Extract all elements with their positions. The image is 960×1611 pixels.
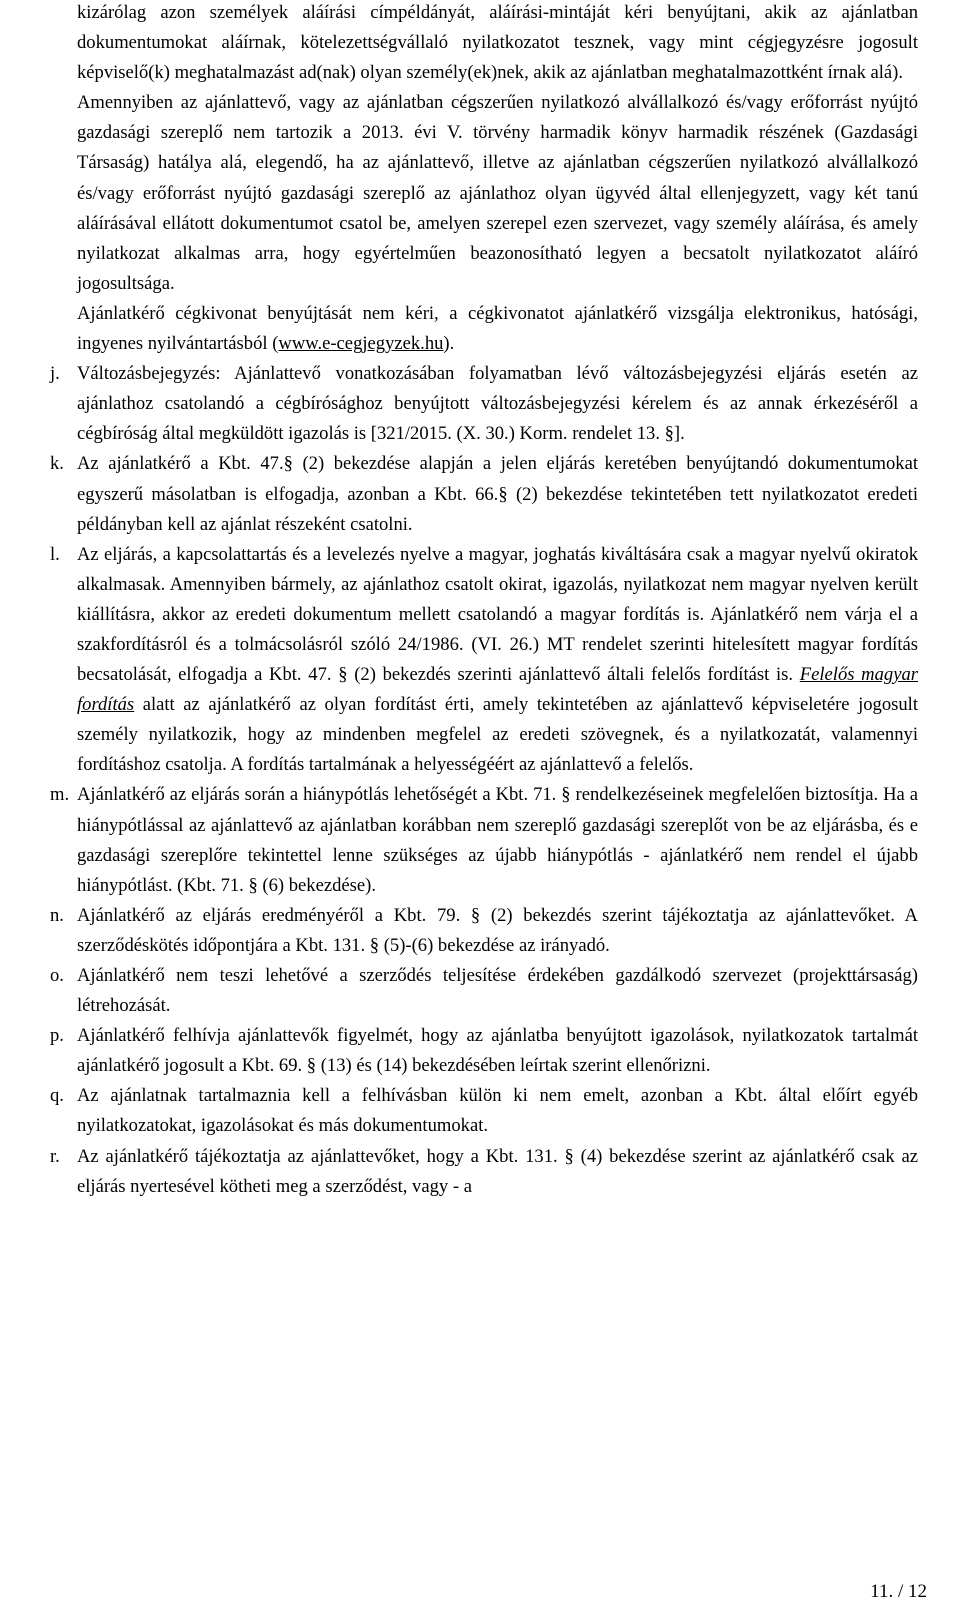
list-item-text: Ajánlatkérő az eljárás során a hiánypótlás lehetőségét a Kbt. 71. § rendelkezéseinek megfelelően biztosítja. Ha a hiánypótlással az ajánlattevő az ajánlatban korábban nem szereplő gazdasági szereplőt von be az eljárásba, és e gazdasági szereplőre tekintettel lenne szükséges az újabb hiánypótlás - ajánlatkérő nem rendel el újabb hiánypótlást. (Kbt. 71. § (6) bekezdése). <box>77 784 918 896</box>
list-item-text: Az ajánlatkérő tájékoztatja az ajánlattevőket, hogy a Kbt. 131. § (4) bekezdése szerint az ajánlatkérő csak az eljárás nyertesével kötheti meg a szerződést, vagy - a <box>77 1145 918 1197</box>
list-item-j <box>50 359 918 449</box>
list-item-letter: r. <box>50 1145 60 1167</box>
page-content <box>50 0 918 1202</box>
list-item-letter: q. <box>50 1085 64 1107</box>
list-item-k <box>50 449 918 539</box>
registry-text-before: Ajánlatkérő cégkivonat benyújtását nem kéri, a cégkivonatot ajánlatkérő vizsgálja elektronikus, hatósági, ingyenes nyilvántartásból ( <box>77 302 918 355</box>
translation-emphasis: Felelős magyar fordítás <box>77 664 918 716</box>
list-item-letter: n. <box>50 904 64 926</box>
page-number: 11. / 12 <box>870 1581 927 1602</box>
continued-paragraph: kizárólag azon személyek aláírási címpéldányát, aláírási-mintáját kéri benyújtani, akik az ajánlatban dokumentumokat aláírnak, kötelezettségvállaló nyilatkozatot tesznek, vagy mint cégjegyzésre jogosult képviselő(k) meghatalmazást ad(nak) olyan személy(ek)nek, akik az ajánlatban meghatalmazottként írnak alá). <box>77 2 918 84</box>
company-registry-paragraph <box>50 299 918 359</box>
list-item-letter: m. <box>50 784 70 806</box>
translation-text-after: alatt az ajánlatkérő az olyan fordítást érti, amely tekintetében az ajánlattevő képviseletére jogosult személy nyilatkozik, hogy az mindenben megfelel az eredeti szövegnek, és a nyilatkozatát, valamennyi fordításhoz csatolja. A fordítás tartalmának a helyességéért az ajánlattevő a felelős. <box>77 694 918 776</box>
list-item-q <box>50 1081 918 1141</box>
list-item-letter: l. <box>50 543 60 565</box>
list-item-p <box>50 1021 918 1081</box>
list-item-letter: j. <box>50 363 60 385</box>
translation-text-before: Az eljárás, a kapcsolattartás és a levelezés nyelve a magyar, joghatás kiváltására csak a magyar nyelvű okiratok alkalmasak. Amennyiben bármely, az ajánlathoz csatolt okirat, igazolás, nyilatkozat nem magyar nyelven került kiállításra, akkor az eredeti dokumentum mellett csatolandó a magyar fordítás is. Ajánlatkérő nem várja el a szakfordításról és a tolmácsolásról szóló 24/1986. (VI. 26.) MT rendelet szerinti hitelesített magyar fordítás becsatolását, elfogadja a Kbt. 47. § (2) bekezdés szerinti ajánlattevő általi felelős fordítást is. <box>77 543 918 686</box>
list-item-n <box>50 901 918 961</box>
registry-text-after: ). <box>443 333 455 355</box>
list-item-text: Az ajánlatnak tartalmaznia kell a felhívásban külön ki nem emelt, azonban a Kbt. által előírt egyéb nyilatkozatokat, igazolásokat és más dokumentumokat. <box>77 1085 918 1137</box>
list-item-o <box>50 961 918 1021</box>
company-signature-paragraph: Amennyiben az ajánlattevő, vagy az ajánlatban cégszerűen nyilatkozó alvállalkozó és/vagy erőforrást nyújtó gazdasági szereplő nem tartozik a 2013. évi V. törvény harmadik könyv harmadik részének (Gazdasági Társaság) hatálya alá, elegendő, ha az ajánlattevő, illetve az ajánlatban cégszerűen nyilatkozó alvállalkozó és/vagy erőforrást nyújtó gazdasági szereplő az ajánlathoz olyan ügyvéd által ellenjegyzett, vagy két tanú aláírásával ellátott dokumentumot csatol be, amelyen szerepel ezen szervezet, vagy személy aláírása, és amely nyilatkozat alkalmas arra, hogy egyértelműen beazonosítható legyen a becsatolt nyilatkozatot aláíró jogosultsága. <box>77 92 918 294</box>
list-item-letter: k. <box>50 453 64 475</box>
list-item-text: Ajánlatkérő felhívja ajánlattevők figyelmét, hogy az ajánlatba benyújtott igazolások, nyilatkozatok tartalmát ajánlatkérő jogosult a Kbt. 69. § (13) és (14) bekezdésében leírtak szerint ellenőrizni. <box>77 1025 918 1077</box>
list-item-m <box>50 780 918 900</box>
list-item-text: Változásbejegyzés: Ajánlattevő vonatkozásában folyamatban lévő változásbejegyzési eljárás esetén az ajánlathoz csatolandó a cégbírósághoz benyújtott változásbejegyzési kérelem és az annak érkezéséről a cégbíróság által megküldött igazolás is [321/2015. (X. 30.) Korm. rendelet 13. §]. <box>77 363 918 445</box>
list-item-text: Az ajánlatkérő a Kbt. 47.§ (2) bekezdése alapján a jelen eljárás keretében benyújtandó dokumentumokat egyszerű másolatban is elfogadja, azonban a Kbt. 66.§ (2) bekezdése tekintetében tett nyilatkozatot eredeti példányban kell az ajánlat részeként csatolni. <box>77 453 918 535</box>
list-item-text: Ajánlatkérő nem teszi lehetővé a szerződés teljesítése érdekében gazdálkodó szervezet (projekttársaság) létrehozását. <box>77 965 918 1017</box>
list-item-text: Ajánlatkérő az eljárás eredményéről a Kbt. 79. § (2) bekezdés szerint tájékoztatja az ajánlattevőket. A szerződéskötés időpontjára a Kbt. 131. § (5)-(6) bekezdése az irányadó. <box>77 904 918 956</box>
registry-link[interactable]: www.e-cegjegyzek.hu <box>278 333 444 355</box>
list-item-r <box>50 1142 918 1202</box>
list-item-l <box>50 540 918 781</box>
list-item-letter: o. <box>50 965 64 986</box>
list-item-text <box>77 540 918 781</box>
list-item-letter: p. <box>50 1025 64 1047</box>
